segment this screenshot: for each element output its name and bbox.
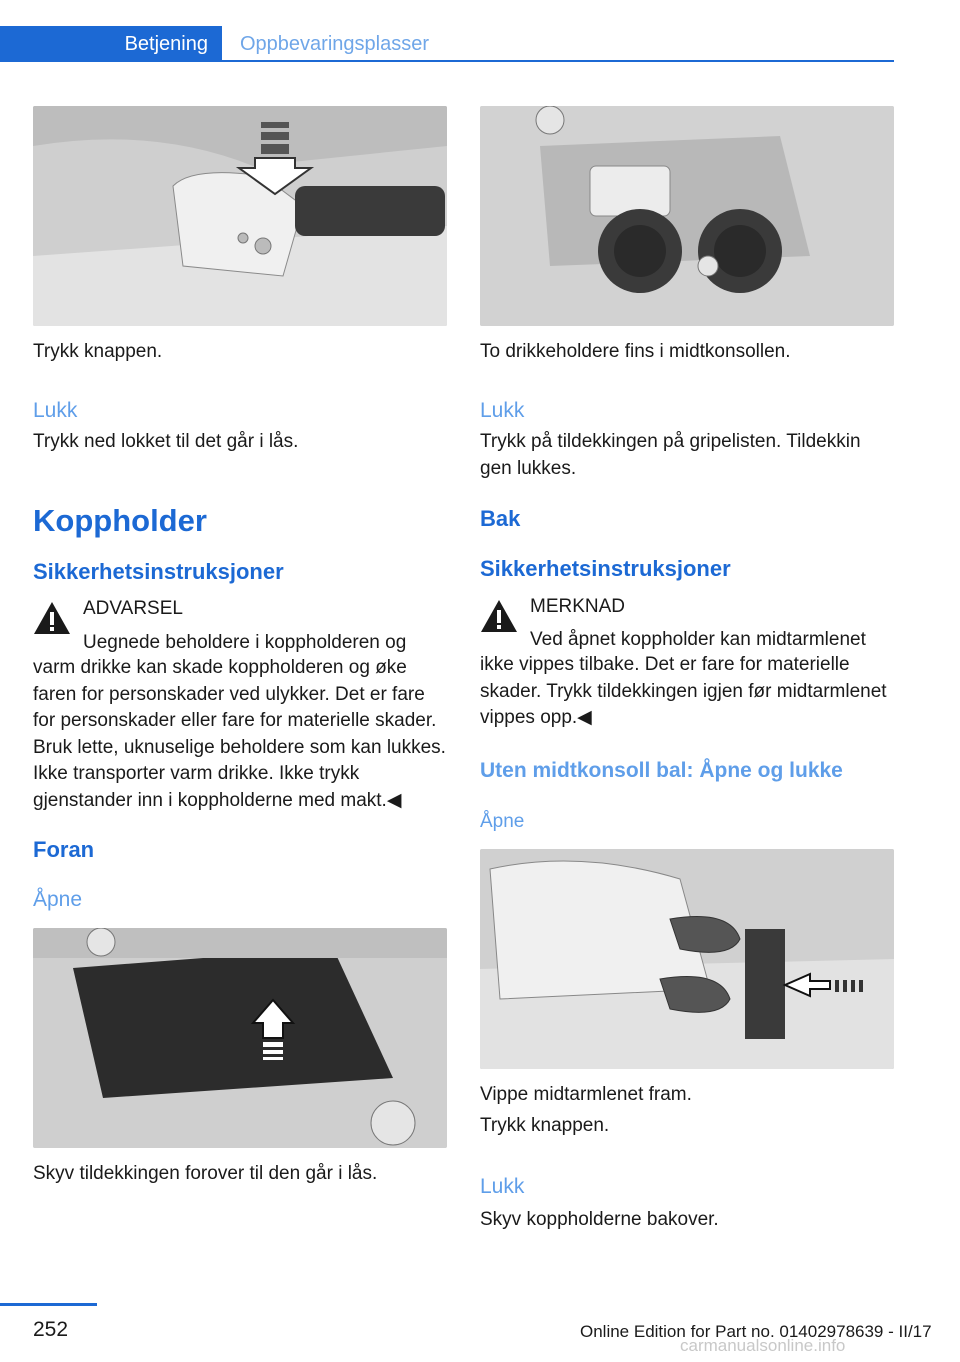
figure-armrest-button	[33, 106, 447, 326]
edition-text: Online Edition for Part no. 01402978639 - II/17	[580, 1322, 932, 1341]
caption-press-button: Trykk knappen.	[33, 341, 163, 362]
illustration-front-console	[33, 928, 447, 1148]
section-title-koppholder: Koppholder	[33, 503, 207, 538]
warning-text: varm drikke kan skade koppholderen og øke faren for personskader ved ulykker. Det er fare for personskader eller fare for materielle skader. Bruk lette, uknuselige beholdere som kan lukkes. Ikke transporter varm drikke. Ikke trykk gjenstander inn i koppholderne med makt.◀	[33, 657, 446, 811]
figure-cupholders	[480, 106, 894, 326]
text-lukk-right-bottom: Skyv koppholderne bakover.	[480, 1209, 719, 1230]
notice-first-line: Ved åpnet koppholder kan midtarmlenet	[530, 629, 866, 650]
notice-text: ikke vippes tilbake. Det er fare for materielle skader. Trykk tildekkingen igjen før midtarmlenet vippes opp.◀	[480, 654, 887, 728]
notice-label: MERKNAD	[530, 596, 626, 617]
warning-triangle-icon	[33, 601, 71, 635]
caption-two-cupholders: To drikkeholdere fins i midtkonsollen.	[480, 341, 791, 362]
tab-betjening: Betjening	[0, 26, 222, 62]
heading-lukk-right-2: Lukk	[480, 1175, 525, 1198]
text-lukk: Trykk ned lokket til det går i lås.	[33, 431, 299, 452]
watermark: carmanualsonline.info	[680, 1336, 846, 1355]
heading-safety-left: Sikkerhetsinstruksjoner	[33, 559, 284, 584]
tab-oppbevaringsplasser: Oppbevaringsplasser	[240, 32, 429, 55]
caption-push-cover: Skyv tildekkingen forover til den går i lås.	[33, 1163, 378, 1184]
illustration-armrest	[33, 106, 447, 326]
heading-lukk-right: Lukk	[480, 399, 525, 422]
caption-press-button-right: Trykk knappen.	[480, 1115, 610, 1136]
footer-rule	[0, 1303, 97, 1306]
figure-rear-cupholder	[480, 849, 894, 1069]
caption-tilt-armrest: Vippe midtarmlenet fram.	[480, 1084, 692, 1105]
warning-first-line: Uegnede beholdere i koppholderen og	[83, 632, 407, 653]
heading-safety-right: Sikkerhetsinstruksjoner	[480, 556, 731, 581]
heading-apne-right: Åpne	[480, 811, 525, 832]
header-rule	[0, 60, 894, 62]
heading-apne-left: Åpne	[33, 888, 83, 911]
figure-front-cover	[33, 928, 447, 1148]
page-number: 252	[33, 1318, 69, 1341]
warning-triangle-icon	[480, 599, 518, 633]
text-lukk-right-2: gen lukkes.	[480, 458, 577, 479]
heading-bak: Bak	[480, 506, 521, 531]
heading-foran: Foran	[33, 837, 95, 862]
heading-lukk: Lukk	[33, 399, 78, 422]
heading-uten: Uten midtkonsoll bal: Åpne og lukke	[480, 759, 843, 782]
text-lukk-right-1: Trykk på tildekkingen på gripelisten. Tildekkin	[480, 431, 861, 452]
warning-label: ADVARSEL	[83, 598, 183, 619]
illustration-cupholders	[480, 106, 894, 326]
illustration-rear-armrest	[480, 849, 894, 1069]
